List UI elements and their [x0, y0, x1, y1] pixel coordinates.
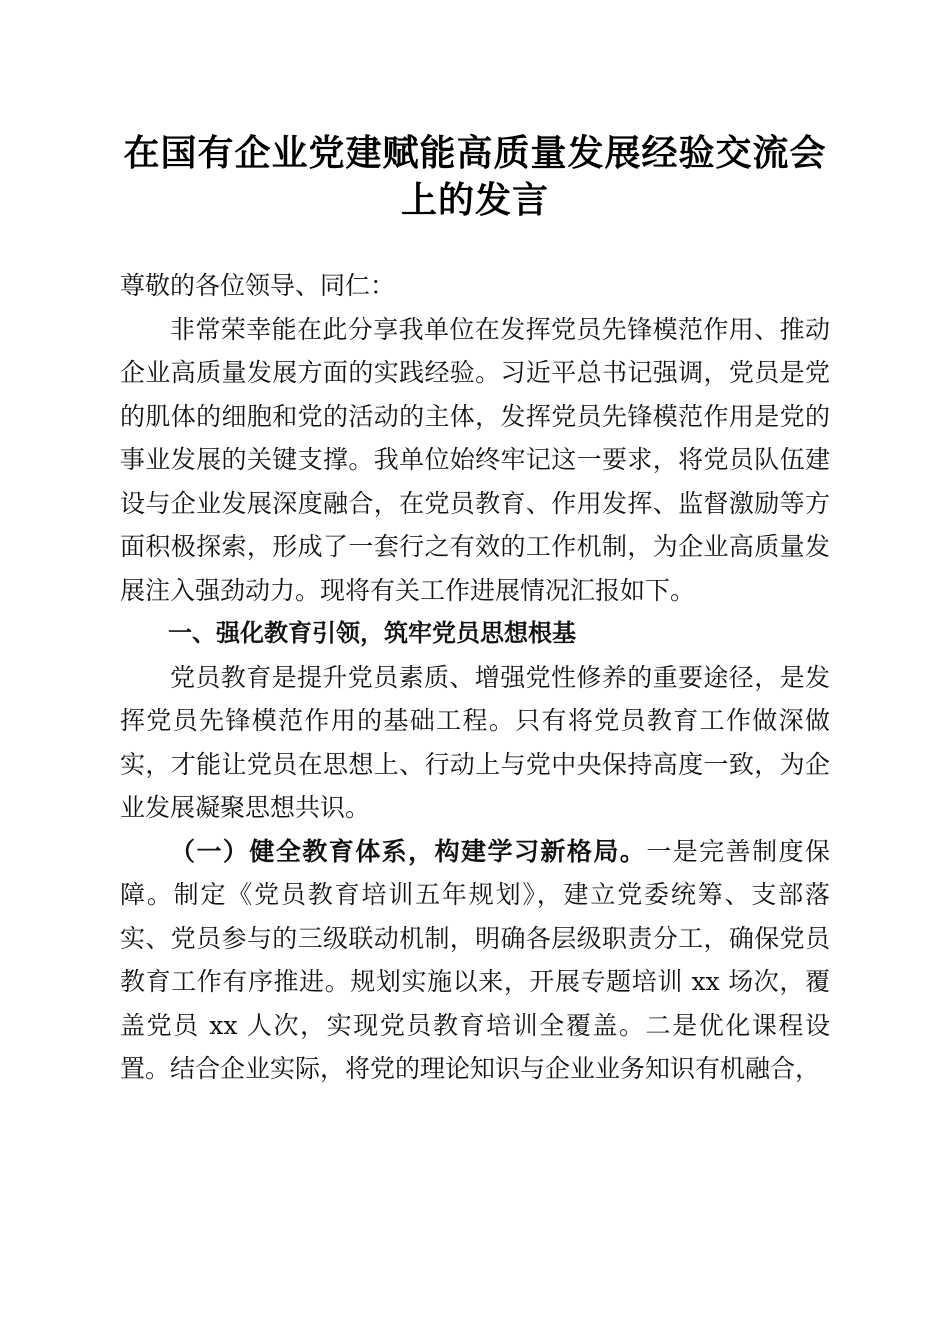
subsection-paragraph [120, 830, 830, 1091]
document-body [120, 264, 830, 1091]
subsection-heading: （一）健全教育体系，构建学习新格局。 [170, 836, 647, 866]
salutation: 尊敬的各位领导、同仁： [120, 271, 396, 300]
section-heading: 一、强化教育引领，筑牢党员思想根基 [168, 619, 576, 647]
subsection-body: 一是完善制度保障。制定《党员教育培训五年规划》，建立党委统筹、支部落实、党员参与的三级联动机制，明确各层级职责分工，确保党员教育工作有序推进。规划实施以来，开展专题培训 xx 场次，覆盖党员 xx 人次，实现党员教育培训全覆盖。二是优化课程设置。结合企业实际，将党的理论知识与企业业务知识有机融合， [120, 836, 830, 1083]
intro-paragraph: 非常荣幸能在此分享我单位在发挥党员先锋模范作用、推动企业高质量发展方面的实践经验。习近平总书记强调，党员是党的肌体的细胞和党的活动的主体，发挥党员先锋模范作用是党的事业发展的关键支撑。我单位始终牢记这一要求，将党员队伍建设与企业发展深度融合，在党员教育、作用发挥、监督激励等方面积极探索，形成了一套行之有效的工作机制，为企业高质量发展注入强劲动力。现将有关工作进展情况汇报如下。 [120, 314, 830, 605]
section-intro-paragraph: 党员教育是提升党员素质、增强党性修养的重要途径，是发挥党员先锋模范作用的基础工程。只有将党员教育工作做深做实，才能让党员在思想上、行动上与党中央保持高度一致，为企业发展凝聚思想共识。 [120, 662, 830, 822]
document-title: 在国有企业党建赋能高质量发展经验交流会上的发言 [123, 132, 827, 221]
document-page [120, 130, 830, 1091]
